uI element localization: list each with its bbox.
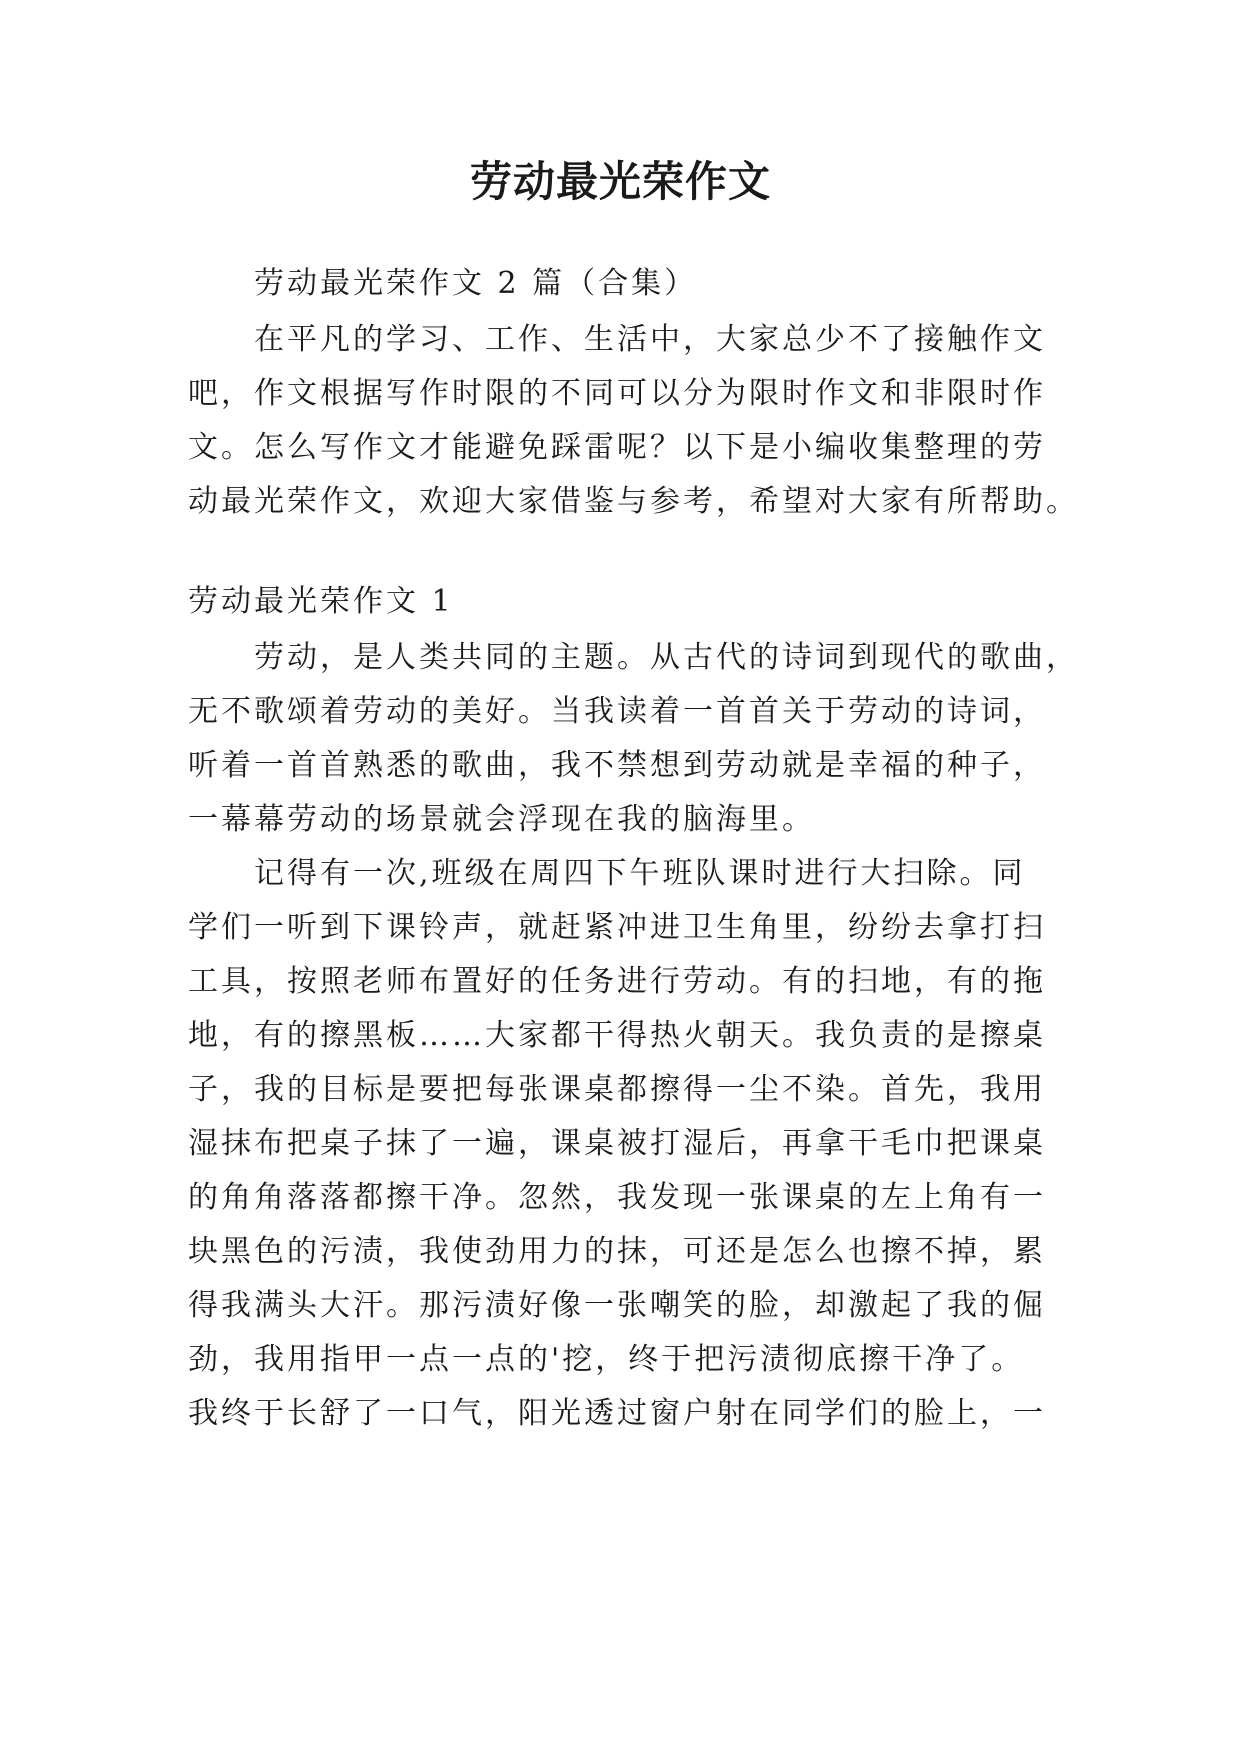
- paragraph-line: 湿抹布把桌子抹了一遍，课桌被打湿后，再拿干毛巾把课桌: [188, 1126, 1046, 1161]
- intro-line: 文。怎么写作文才能避免踩雷呢？以下是小编收集整理的劳: [188, 430, 1046, 465]
- paragraph-line: 工具，按照老师布置好的任务进行劳动。有的扫地，有的拖: [188, 964, 1046, 999]
- paragraph-line: 子，我的目标是要把每张课桌都擦得一尘不染。首先，我用: [188, 1072, 1046, 1107]
- paragraph-line: 劲，我用指甲一点一点的'挖，终于把污渍彻底擦干净了。: [188, 1342, 1025, 1377]
- intro-subtitle: 劳动最光荣作文 2 篇（合集）: [254, 266, 698, 301]
- intro-line: 吧，作文根据写作时限的不同可以分为限时作文和非限时作: [188, 376, 1046, 411]
- intro-line: 动最光荣作文，欢迎大家借鉴与参考，希望对大家有所帮助。: [188, 484, 1079, 519]
- intro-line: 在平凡的学习、工作、生活中，大家总少不了接触作文: [254, 322, 1046, 357]
- paragraph-line: 无不歌颂着劳动的美好。当我读着一首首关于劳动的诗词，: [188, 694, 1046, 729]
- paragraph-line: 块黑色的污渍，我使劲用力的抹，可还是怎么也擦不掉，累: [188, 1234, 1046, 1269]
- paragraph-line: 劳动，是人类共同的主题。从古代的诗词到现代的歌曲，: [254, 640, 1079, 675]
- paragraph-line: 一幕幕劳动的场景就会浮现在我的脑海里。: [188, 802, 815, 837]
- paragraph-line: 的角角落落都擦干净。忽然，我发现一张课桌的左上角有一: [188, 1180, 1046, 1215]
- section-heading: 劳动最光荣作文 1: [188, 584, 454, 619]
- paragraph-line: 听着一首首熟悉的歌曲，我不禁想到劳动就是幸福的种子，: [188, 748, 1046, 783]
- paragraph-line: 记得有一次,班级在周四下午班队课时进行大扫除。同: [254, 856, 1026, 891]
- document-title: 劳动最光荣作文: [469, 157, 771, 206]
- paragraph-line: 得我满头大汗。那污渍好像一张嘲笑的脸，却激起了我的倔: [188, 1288, 1046, 1323]
- paragraph-line: 学们一听到下课铃声，就赶紧冲进卫生角里，纷纷去拿打扫: [188, 910, 1046, 945]
- paragraph-line: 我终于长舒了一口气，阳光透过窗户射在同学们的脸上，一: [188, 1396, 1046, 1431]
- paragraph-line: 地，有的擦黑板……大家都干得热火朝天。我负责的是擦桌: [188, 1018, 1046, 1053]
